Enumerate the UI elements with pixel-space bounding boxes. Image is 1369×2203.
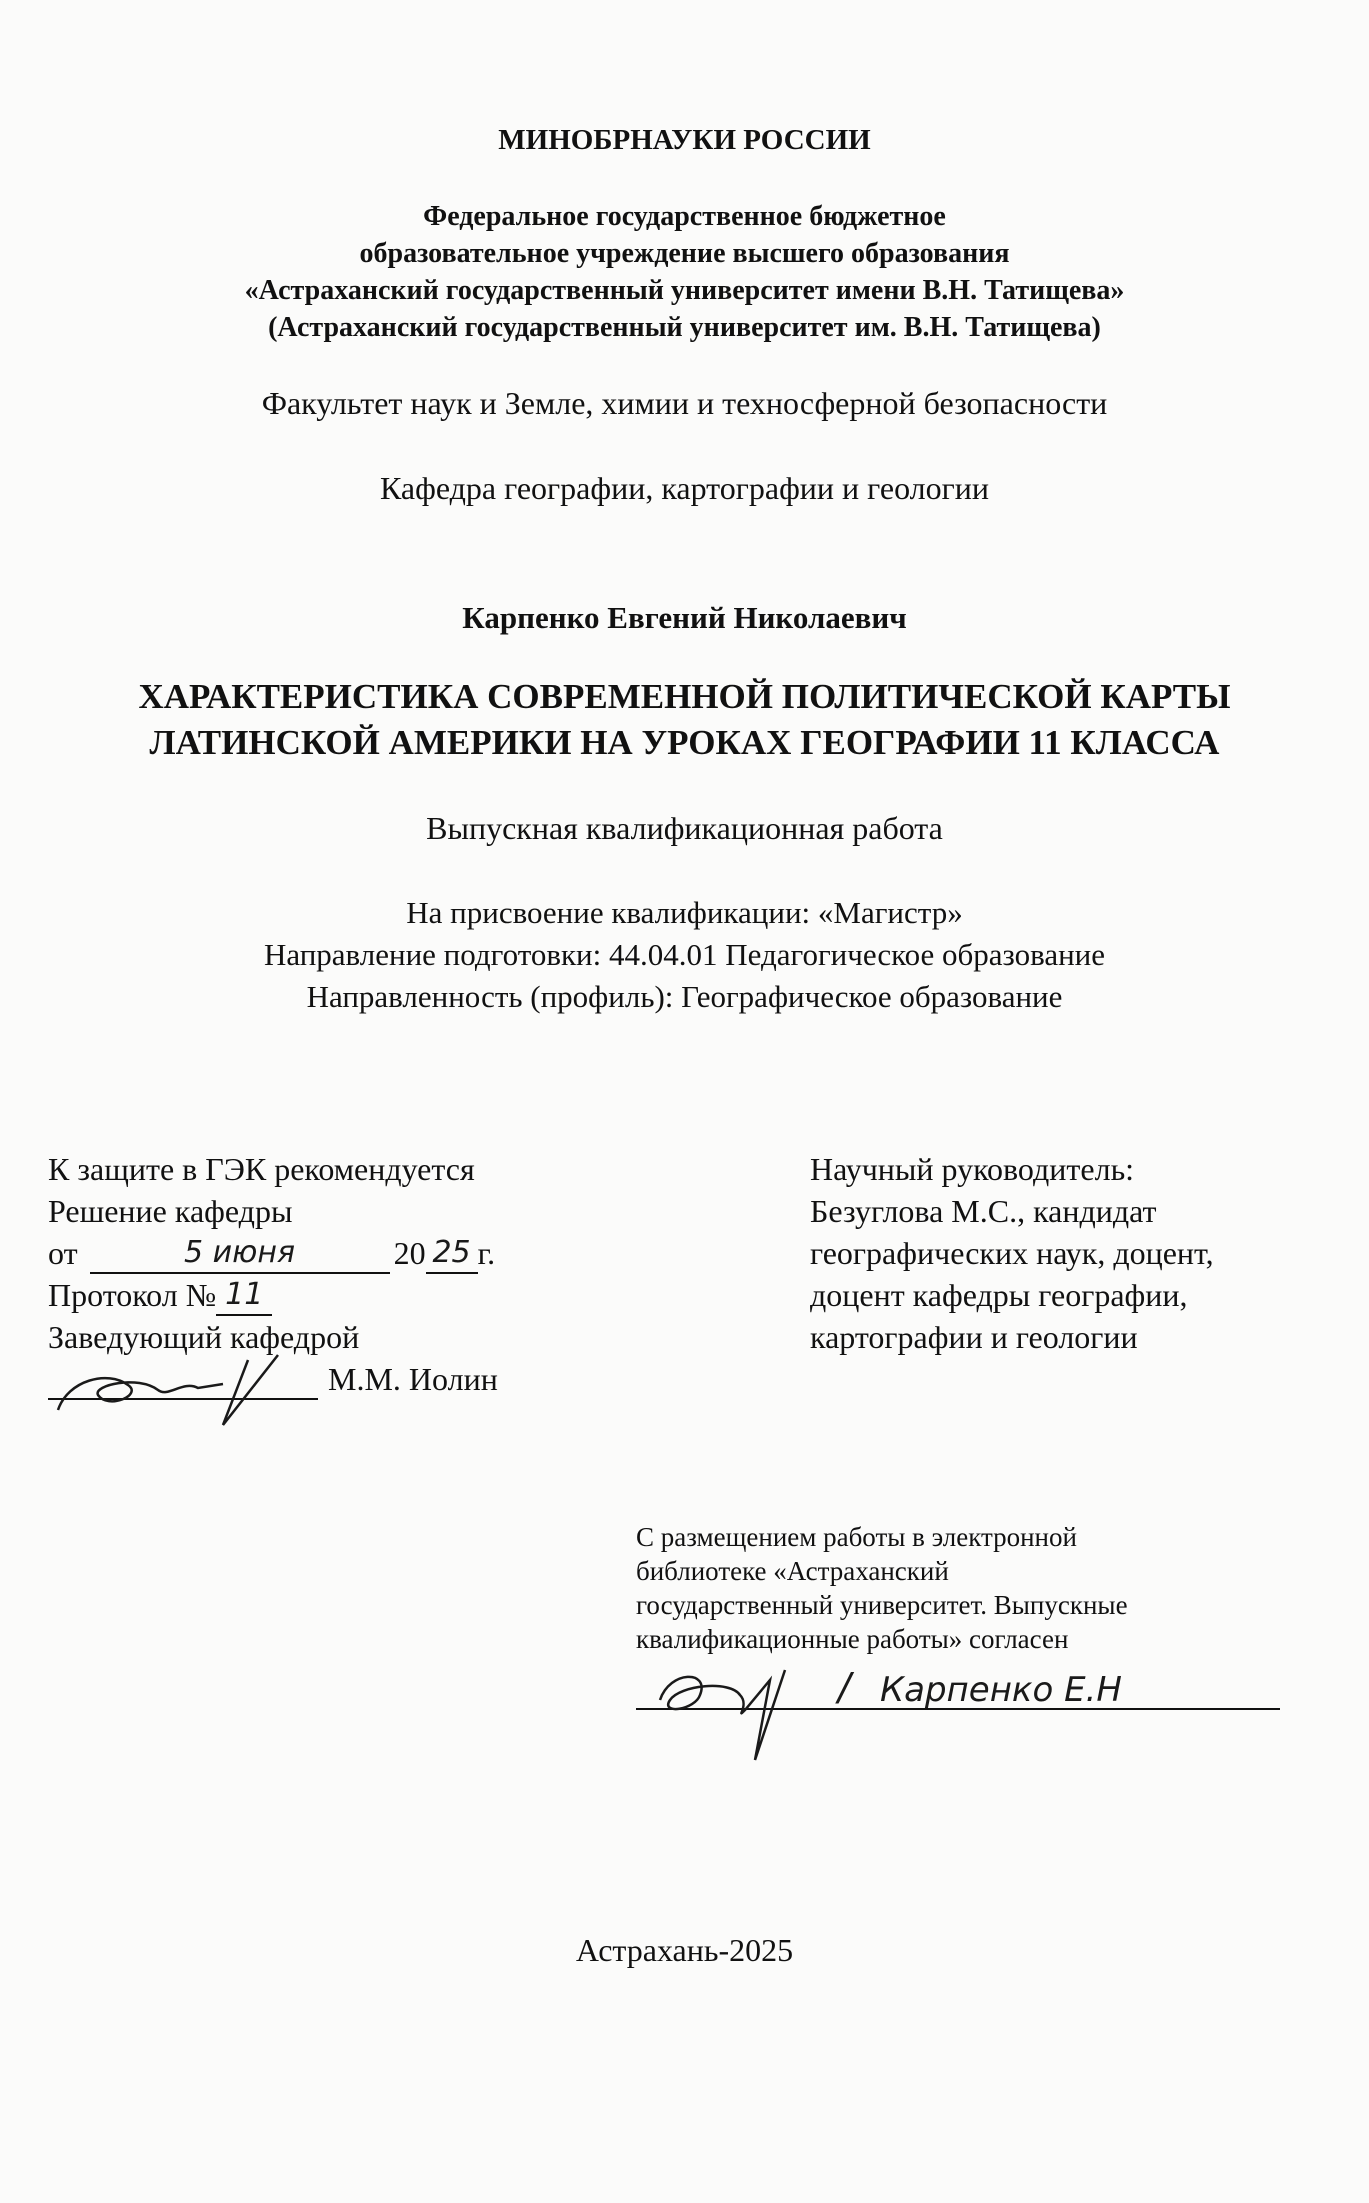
- head-name: М.М. Иолин: [328, 1361, 498, 1397]
- supervisor-block: [810, 1148, 1330, 1358]
- head-label: Заведующий кафедрой: [48, 1319, 360, 1355]
- supervisor-line-5: картографии и геологии: [810, 1319, 1138, 1355]
- supervisor-line-1: Научный руководитель:: [810, 1151, 1135, 1187]
- consent-line-2: библиотеке «Астраханский: [636, 1556, 949, 1586]
- protocol-label: Протокол №: [48, 1277, 217, 1313]
- head-signature-icon: [48, 1340, 348, 1430]
- title-line-1: ХАРАКТЕРИСТИКА СОВРЕМЕННОЙ ПОЛИТИЧЕСКОЙ КАРТЫ: [138, 677, 1231, 716]
- thesis-title: [0, 674, 1369, 766]
- supervisor-line-4: доцент кафедры географии,: [810, 1277, 1188, 1313]
- protocol-line: [48, 1274, 498, 1316]
- date-field: 5 июня: [90, 1236, 390, 1274]
- department-name: Кафедра географии, картографии и геологии: [379, 470, 989, 506]
- title-line-2: ЛАТИНСКОЙ АМЕРИКИ НА УРОКАХ ГЕОГРАФИИ 11 КЛАССА: [149, 723, 1220, 762]
- organization-block: [0, 198, 1369, 346]
- work-type: Выпускная квалификационная работа: [426, 810, 943, 846]
- library-consent-block: [636, 1520, 1276, 1656]
- student-name-handwritten: Карпенко Е.Н: [880, 1670, 1122, 1710]
- qualification-block: [0, 892, 1369, 1018]
- supervisor-line-3: географических наук, доцент,: [810, 1235, 1214, 1271]
- org-line-3: «Астраханский государственный университет имени В.Н. Татищева»: [244, 275, 1125, 306]
- protocol-number-field: 11: [216, 1278, 272, 1316]
- year-prefix: 20: [393, 1235, 426, 1271]
- author-name: Карпенко Евгений Николаевич: [462, 600, 907, 635]
- profile-line: Направленность (профиль): Географическое образование: [306, 979, 1063, 1014]
- year-suffix: г.: [477, 1235, 496, 1271]
- direction-line: Направление подготовки: 44.04.01 Педагогическое образование: [263, 937, 1106, 972]
- from-label: от: [48, 1235, 78, 1271]
- signature-separator: /: [838, 1665, 851, 1709]
- faculty-name: Факультет наук и Земле, химии и техносферной безопасности: [261, 385, 1108, 421]
- student-signature-icon: [640, 1640, 840, 1770]
- qualification-line: На присвоение квалификации: «Магистр»: [406, 895, 963, 930]
- decision-date-line: [48, 1232, 498, 1274]
- org-line-4: (Астраханский государственный университет им. В.Н. Татищева): [268, 312, 1101, 343]
- org-line-2: образовательное учреждение высшего образования: [359, 238, 1010, 269]
- consent-line-1: С размещением работы в электронной: [636, 1522, 1077, 1552]
- defense-line-1: К защите в ГЭК рекомендуется: [48, 1151, 475, 1187]
- defense-line-2: Решение кафедры: [48, 1193, 293, 1229]
- consent-line-4: квалификационные работы» согласен: [636, 1624, 1069, 1654]
- org-line-1: Федеральное государственное бюджетное: [423, 201, 946, 232]
- consent-line-3: государственный университет. Выпускные: [636, 1590, 1128, 1620]
- ministry-heading: МИНОБРНАУКИ РОССИИ: [498, 124, 871, 156]
- supervisor-line-2: Безуглова М.С., кандидат: [810, 1193, 1157, 1229]
- city-year: Астрахань-2025: [575, 1932, 794, 1968]
- year-field: 25: [426, 1236, 478, 1274]
